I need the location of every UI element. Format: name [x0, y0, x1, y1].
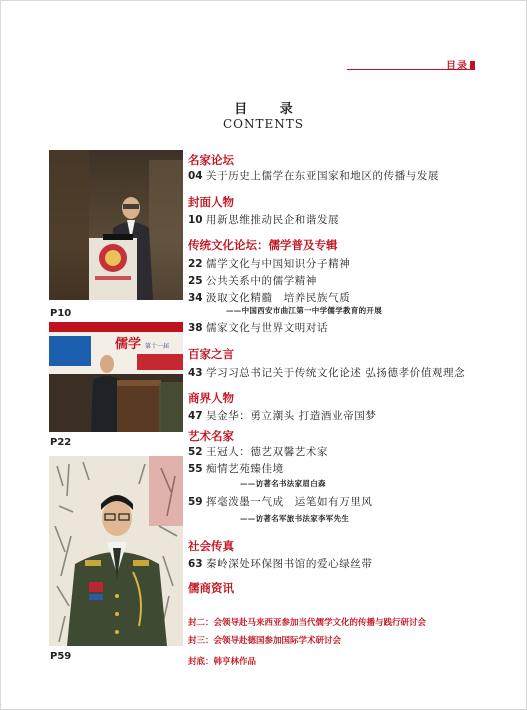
section-baijia: 百家之言 [188, 347, 234, 361]
photo-p10 [49, 150, 183, 300]
toc-entry-title: 儒家文化与世界文明对话 [206, 322, 329, 334]
page-title-en: CONTENTS [222, 117, 304, 131]
photo-p10-image [49, 150, 183, 300]
photo-p22-banner-text: 儒学 [115, 337, 142, 352]
toc-entry-number: 38 [188, 322, 203, 334]
toc-entry-title: 公共关系中的儒学精神 [206, 275, 317, 287]
toc-entry-title: 用新思维推动民企和谐发展 [206, 214, 340, 226]
toc-entry-43[interactable] [188, 365, 465, 380]
section-yishu: 艺术名家 [188, 429, 234, 443]
photo-p22 [49, 322, 183, 432]
toc-entry-number: 25 [188, 275, 203, 287]
photo-p22-image [49, 322, 183, 432]
cover-note-back: 封底：韩亨林作品 [188, 657, 257, 667]
photo-caption-p22: P22 [50, 437, 72, 448]
toc-entry-title: 关于历史上儒学在东亚国家和地区的传播与发展 [206, 170, 440, 182]
toc-entry-number: 52 [188, 446, 203, 458]
toc-entry-title: 汲取文化精髓 培养民族气质 [206, 292, 351, 304]
toc-entry-59-subtitle: ——访著名军旅书法家李军先生 [240, 514, 350, 523]
header-tag-label: 目录 [446, 61, 468, 72]
toc-entry-number: 34 [188, 292, 203, 304]
page-title-cn: 目 录 [234, 102, 307, 117]
photo-caption-p10: P10 [50, 308, 72, 319]
toc-entry-47[interactable] [188, 408, 376, 423]
section-mingjia: 名家论坛 [188, 153, 234, 167]
toc-entry-38[interactable] [188, 320, 328, 335]
toc-entry-number: 22 [188, 258, 203, 270]
toc-entry-52[interactable] [188, 444, 328, 459]
toc-entry-63[interactable] [188, 556, 373, 571]
toc-entry-55[interactable] [188, 461, 284, 476]
toc-entry-title: 吴金华：勇立潮头 打造酒业帝国梦 [206, 410, 377, 422]
toc-entry-number: 59 [188, 496, 203, 508]
toc-entry-22[interactable] [188, 256, 350, 271]
toc-entry-number: 04 [188, 170, 203, 182]
toc-entry-title: 痴情艺苑臻佳境 [206, 463, 284, 475]
toc-entry-34-subtitle: ——中国西安市曲江第一中学儒学教育的开展 [226, 306, 382, 315]
toc-entry-number: 43 [188, 367, 203, 379]
toc-entry-55-subtitle: ——访著名书法家眉白森 [240, 479, 326, 488]
section-shehui: 社会传真 [188, 539, 234, 553]
photo-p22-banner-sub: 第十一届 [145, 343, 170, 350]
toc-entry-title: 学习习总书记关于传统文化论述 弘扬德孝价值观理念 [206, 367, 466, 379]
toc-entry-number: 10 [188, 214, 203, 226]
toc-entry-34[interactable] [188, 290, 350, 305]
section-fengmian: 封面人物 [188, 195, 234, 209]
toc-entry-title: 秦岭深处环保图书馆的爱心绿丝带 [206, 558, 373, 570]
toc-entry-04[interactable] [188, 168, 439, 183]
photo-p59 [49, 456, 183, 646]
cover-note-3: 封三：会领导赴德国参加国际学术研讨会 [188, 636, 342, 646]
photo-caption-p59: P59 [50, 651, 72, 662]
toc-entry-number: 47 [188, 410, 203, 422]
toc-entry-25[interactable] [188, 273, 317, 288]
header-rule [347, 69, 475, 70]
toc-entry-10[interactable] [188, 212, 339, 227]
cover-note-2: 封二：会领导赴马来西亚参加当代儒学文化的传播与践行研讨会 [188, 618, 427, 628]
toc-entry-title: 挥毫泼墨一气成 运笔如有万里风 [206, 496, 373, 508]
toc-entry-title: 王冠人：德艺双馨艺术家 [206, 446, 329, 458]
section-rushang: 儒商资讯 [188, 581, 234, 595]
section-shangjie: 商界人物 [188, 391, 234, 405]
section-chuantong: 传统文化论坛：儒学普及专辑 [188, 238, 338, 252]
toc-entry-59[interactable] [188, 494, 373, 509]
header-square-mark [470, 61, 475, 69]
toc-entry-number: 55 [188, 463, 203, 475]
toc-entry-number: 63 [188, 558, 203, 570]
toc-entry-title: 儒学文化与中国知识分子精神 [206, 258, 351, 270]
photo-p59-image [49, 456, 183, 646]
